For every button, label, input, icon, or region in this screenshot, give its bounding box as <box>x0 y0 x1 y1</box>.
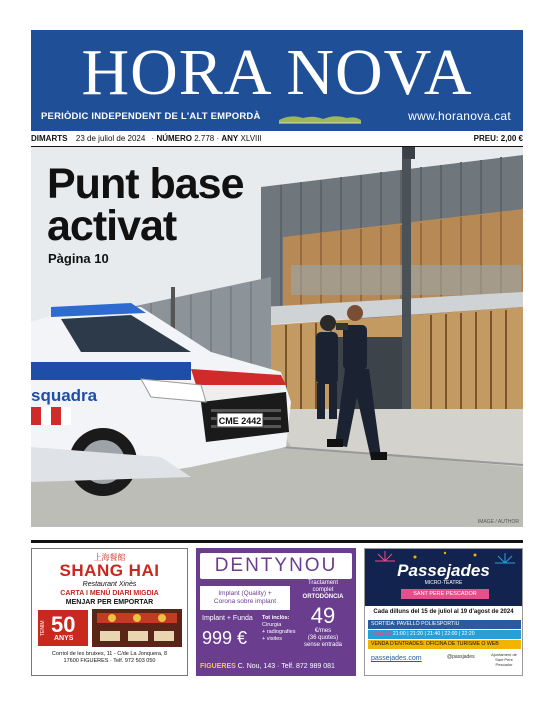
newspaper-logo: HORA NOVA <box>81 36 473 109</box>
ad-menu-text: CARTA I MENÚ DIARI MIGDIA <box>60 590 159 597</box>
license-plate: CME 2442 <box>218 416 262 426</box>
implant-fund-label: Implant + Funda <box>202 615 253 622</box>
ad-takeaway-text: MENJAR PER EMPORTAR <box>65 599 154 606</box>
info-row-times: PASSIS: 21:00 | 21:20 | 21:40 | 22:00 | 22:20 <box>368 630 521 639</box>
info-row-departure: SORTIDA: PAVELLÓ POLIESPORTIU <box>368 620 521 629</box>
anniversary-badge <box>38 610 88 646</box>
passejades-place: SANT PERE PESCADOR <box>401 589 489 599</box>
headline-line-2: activat <box>47 202 177 250</box>
ad-passejades[interactable] <box>364 548 523 676</box>
dentynou-logo: DENTYNOU <box>200 553 352 579</box>
passejades-dates: Cada dilluns del 15 de juliol al 19 d'agost de 2024 <box>373 609 514 615</box>
issue-date: 23 de juliol de 2024 <box>75 134 146 143</box>
restaurant-photo <box>92 609 182 647</box>
issue-year-label: ANY <box>221 134 239 143</box>
issue-year: XLVIII <box>240 134 262 143</box>
issue-price: PREU: 2,00 € <box>473 134 523 143</box>
photo-credit: IMAGE / AUTHOR <box>477 519 519 525</box>
ad-address: Corriol de les bruixes, 11 - C/de La Jonquera, 8 17600 FIGUERES · Telf. 972 503 050 <box>51 651 168 664</box>
ad-dentynou[interactable] <box>196 548 356 676</box>
passejades-website-link[interactable]: passejades.com <box>371 655 422 662</box>
badge-tenim: TENIM <box>40 620 46 636</box>
issue-number-label: NÚMERO <box>156 134 192 143</box>
issue-info-bar: DIMARTS 23 de juliol de 2024 · NÚMERO 2.778 · ANY XLVIII PREU: 2,00 € <box>31 133 523 147</box>
dentynou-address: FIGUERES C. Nou, 143 · Telf. 872 989 081 <box>200 663 335 670</box>
orthodontics-offer: Tractament complet ORTODÒNCIA <box>302 580 344 600</box>
ad-chinese-name: 上海餐館 <box>93 553 126 562</box>
ad-shanghai-restaurant[interactable] <box>31 548 188 676</box>
badge-years-number: 50 <box>51 612 76 637</box>
passejades-title: Passejades <box>397 561 490 580</box>
passejades-social[interactable]: @passjades <box>447 654 475 660</box>
lead-headline[interactable] <box>47 160 307 250</box>
headline-line-1: Punt base <box>47 160 244 208</box>
monthly-terms: €/mes (36 quotes) sense entrada <box>303 628 343 648</box>
lead-photo[interactable] <box>31 147 523 527</box>
section-divider <box>31 540 523 543</box>
car-livery-text: squadra <box>31 386 98 405</box>
ad-brand: SHANG HAI <box>59 561 160 580</box>
masthead-website-link[interactable]: www.horanova.cat <box>408 109 511 123</box>
island-illustration-icon <box>277 112 363 124</box>
masthead <box>31 30 523 131</box>
ajuntament-seal: Ajuntament de Sant Pere Pescador <box>491 652 517 667</box>
implant-offer: Implant (Quality) + Corona sobre implant <box>200 586 290 610</box>
passejades-subtitle: MICRO-TEATRE <box>424 580 463 586</box>
issue-number: 2.778 <box>194 134 215 143</box>
issue-day: DIMARTS <box>31 134 68 143</box>
ad-subtitle: Restaurant Xinès <box>82 581 137 588</box>
badge-years-label: ANYS <box>54 635 74 642</box>
page-reference[interactable]: Pàgina 10 <box>48 251 109 266</box>
includes-list: Tot inclòs: Cirurgia + radiografies + visites <box>262 615 296 642</box>
masthead-tagline: PERIÒDIC INDEPENDENT DE L'ALT EMPORDÀ <box>41 111 261 122</box>
monthly-price: 49 <box>310 603 336 628</box>
implant-price: 999 € <box>202 628 248 648</box>
info-row-tickets: VENDA D'ENTRADES: OFICINA DE TURISME O WEB <box>368 640 521 649</box>
